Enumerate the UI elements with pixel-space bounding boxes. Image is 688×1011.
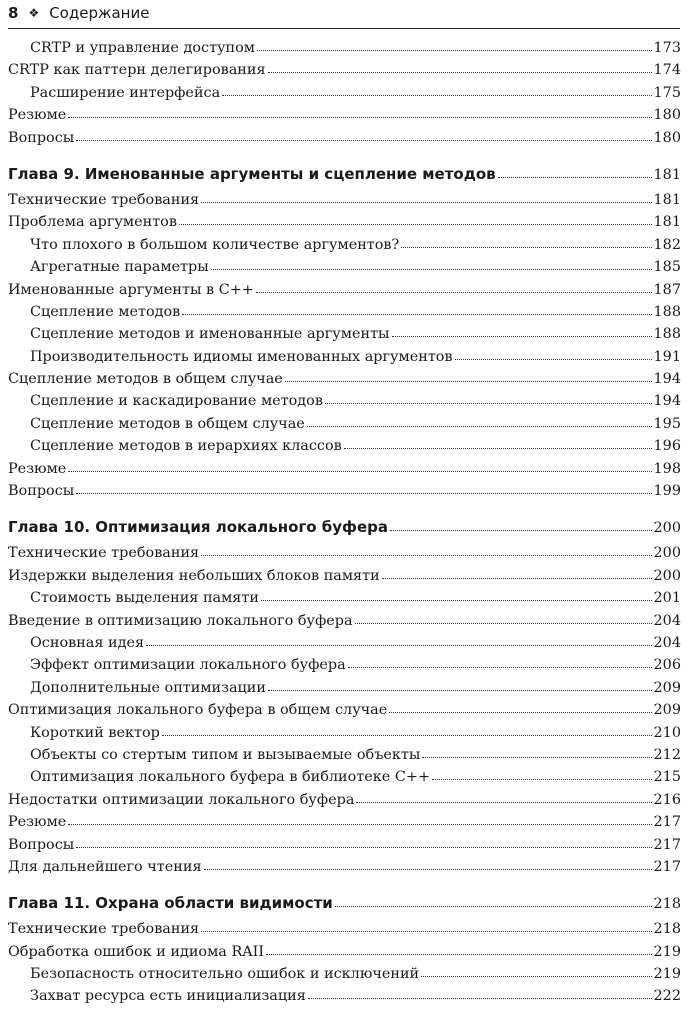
entry-page-number: 217	[653, 836, 681, 853]
entry-page-number: 182	[653, 236, 681, 253]
chapter-title: Глава 9. Именованные аргументы и сцепление методов	[8, 164, 496, 183]
toc-entry	[8, 259, 681, 281]
dot-leader	[201, 930, 651, 932]
entry-title: Именованные аргументы в C++	[8, 281, 254, 298]
entry-page-number: 175	[653, 84, 681, 101]
chapter-title: Глава 10. Оптимизация локального буфера	[8, 518, 388, 537]
entry-title: Технические требования	[8, 921, 200, 938]
entry-title: CRTP как паттерн делегирования	[8, 62, 266, 79]
entry-title: Недостатки оптимизации локального буфера	[8, 791, 355, 808]
dot-leader	[76, 492, 651, 494]
toc-entry	[8, 635, 681, 657]
toc-entry	[8, 282, 681, 304]
entry-title: Резюме	[8, 460, 67, 477]
entry-page-number: 217	[653, 858, 681, 875]
entry-page-number: 194	[653, 371, 681, 388]
toc-entry	[8, 461, 681, 483]
entry-title: Дополнительные оптимизации	[30, 679, 266, 696]
entry-title: Агрегатные параметры	[30, 259, 209, 276]
dot-leader	[256, 291, 652, 293]
dot-leader	[498, 176, 652, 178]
chapter-heading	[8, 894, 681, 918]
dot-leader	[355, 622, 652, 624]
entry-title: Резюме	[8, 814, 67, 831]
entry-page-number: 210	[653, 724, 681, 741]
dot-leader	[401, 246, 651, 248]
diamond-ornament-icon: ❖	[28, 6, 40, 20]
dot-leader	[146, 644, 651, 646]
entry-title: Проблема аргументов	[8, 214, 177, 231]
toc-entry	[8, 769, 681, 791]
entry-page-number: 219	[653, 966, 681, 983]
entry-title: Захват ресурса есть инициализация	[30, 988, 306, 1005]
dot-leader	[179, 223, 652, 225]
toc-entry	[8, 837, 681, 859]
entry-page-number: 194	[653, 393, 681, 410]
entry-page-number: 209	[653, 679, 681, 696]
entry-page-number: 180	[653, 129, 681, 146]
entry-page-number: 222	[653, 988, 681, 1005]
toc-entry	[8, 40, 681, 62]
entry-title: Резюме	[8, 107, 67, 124]
entry-page-number: 200	[653, 520, 681, 537]
entry-page-number: 181	[653, 166, 681, 183]
entry-title: Технические требования	[8, 545, 200, 562]
toc-entry	[8, 814, 681, 836]
dot-leader	[421, 975, 651, 977]
toc-entry	[8, 966, 681, 988]
entry-page-number: 217	[653, 814, 681, 831]
dot-leader	[285, 380, 652, 382]
running-title: Содержание	[49, 4, 150, 22]
entry-page-number: 187	[653, 281, 681, 298]
dot-leader	[204, 868, 652, 870]
toc-entry	[8, 326, 681, 348]
entry-page-number: 191	[653, 348, 681, 365]
toc-entry	[8, 349, 681, 371]
toc-entry	[8, 192, 681, 214]
dot-leader	[325, 402, 652, 404]
toc-entry	[8, 921, 681, 943]
dot-leader	[382, 577, 652, 579]
entry-title: Сцепление и каскадирование методов	[30, 393, 323, 410]
entry-title: Сцепление методов в общем случае	[30, 415, 305, 432]
dot-leader	[162, 734, 652, 736]
dot-leader	[182, 313, 651, 315]
dot-leader	[307, 425, 652, 427]
toc-entry	[8, 545, 681, 567]
toc-entry	[8, 393, 681, 415]
chapter-title: Глава 11. Охрана области видимости	[8, 894, 333, 913]
entry-title: Безопасность относительно ошибок и исключений	[30, 966, 420, 983]
chapter-heading	[8, 518, 681, 542]
entry-page-number: 180	[653, 107, 681, 124]
entry-page-number: 218	[653, 896, 681, 913]
toc-entry	[8, 944, 681, 966]
chapter-heading	[8, 165, 681, 189]
entry-page-number: 215	[653, 769, 681, 786]
entry-page-number: 200	[653, 567, 681, 584]
dot-leader	[68, 823, 651, 825]
toc-entry	[8, 62, 681, 84]
dot-leader	[348, 666, 652, 668]
entry-page-number: 201	[653, 590, 681, 607]
toc-entry	[8, 725, 681, 747]
toc-entry	[8, 237, 681, 259]
header-rule	[8, 28, 680, 29]
entry-title: Стоимость выделения памяти	[30, 590, 259, 607]
toc-entry	[8, 657, 681, 679]
dot-leader	[390, 529, 652, 531]
entry-page-number: 206	[653, 657, 681, 674]
dot-leader	[211, 268, 652, 270]
entry-page-number: 195	[653, 415, 681, 432]
entry-title: Для дальнейшего чтения	[8, 858, 202, 875]
toc-entry	[8, 590, 681, 612]
dot-leader	[222, 94, 651, 96]
dot-leader	[422, 756, 651, 758]
entry-page-number: 204	[653, 612, 681, 629]
running-header	[8, 0, 680, 26]
entry-page-number: 219	[653, 943, 681, 960]
toc-entry	[8, 85, 681, 107]
entry-title: Расширение интерфейса	[30, 84, 221, 101]
toc-entry	[8, 747, 681, 769]
toc-entry	[8, 680, 681, 702]
dot-leader	[455, 358, 652, 360]
dot-leader	[266, 953, 651, 955]
dot-leader	[335, 905, 652, 907]
toc-entry	[8, 613, 681, 635]
page-number: 8	[8, 4, 19, 22]
dot-leader	[76, 846, 651, 848]
entry-page-number: 198	[653, 460, 681, 477]
toc-entry	[8, 107, 681, 129]
entry-title: Эффект оптимизации локального буфера	[30, 657, 346, 674]
entry-page-number: 204	[653, 634, 681, 651]
entry-page-number: 181	[653, 214, 681, 231]
toc-entry	[8, 483, 681, 505]
dot-leader	[392, 335, 652, 337]
toc-entry	[8, 214, 681, 236]
toc-entry	[8, 792, 681, 814]
entry-title: Сцепление методов в общем случае	[8, 371, 283, 388]
table-of-contents	[8, 40, 681, 1011]
entry-page-number: 209	[653, 702, 681, 719]
entry-title: Вопросы	[8, 129, 75, 146]
toc-entry	[8, 304, 681, 326]
entry-page-number: 199	[653, 483, 681, 500]
dot-leader	[268, 689, 652, 691]
dot-leader	[261, 599, 652, 601]
dot-leader	[76, 139, 651, 141]
entry-title: Основная идея	[30, 634, 145, 651]
toc-entry	[8, 130, 681, 152]
entry-page-number: 174	[653, 62, 681, 79]
entry-title: Вопросы	[8, 836, 75, 853]
toc-entry	[8, 859, 681, 881]
entry-title: Объекты со стертым типом и вызываемые объекты	[30, 746, 421, 763]
dot-leader	[356, 801, 651, 803]
entry-title: Сцепление методов	[30, 303, 181, 320]
entry-title: Сцепление методов и именованные аргументы	[30, 326, 390, 343]
entry-title: Технические требования	[8, 191, 200, 208]
dot-leader	[68, 470, 651, 472]
entry-title: Оптимизация локального буфера в общем случае	[8, 702, 388, 719]
entry-title: CRTP и управление доступом	[30, 40, 255, 56]
dot-leader	[308, 997, 652, 999]
entry-title: Оптимизация локального буфера в библиотеке C++	[30, 769, 431, 786]
entry-page-number: 200	[653, 545, 681, 562]
entry-page-number: 212	[653, 746, 681, 763]
entry-page-number: 196	[653, 438, 681, 455]
dot-leader	[201, 201, 651, 203]
toc-entry	[8, 568, 681, 590]
entry-title: Вопросы	[8, 483, 75, 500]
dot-leader	[268, 71, 652, 73]
entry-page-number: 188	[653, 303, 681, 320]
entry-page-number: 185	[653, 259, 681, 276]
toc-entry	[8, 416, 681, 438]
entry-page-number: 188	[653, 326, 681, 343]
dot-leader	[389, 711, 651, 713]
entry-page-number: 181	[653, 191, 681, 208]
entry-title: Короткий вектор	[30, 724, 160, 741]
entry-title: Сцепление методов в иерархиях классов	[30, 438, 342, 455]
entry-page-number: 173	[653, 40, 681, 56]
toc-entry	[8, 371, 681, 393]
entry-page-number: 218	[653, 921, 681, 938]
entry-title: Введение в оптимизацию локального буфера	[8, 612, 353, 629]
dot-leader	[344, 447, 652, 449]
entry-title: Производительность идиомы именованных аргументов	[30, 348, 453, 365]
dot-leader	[201, 554, 651, 556]
dot-leader	[432, 778, 652, 780]
toc-entry	[8, 702, 681, 724]
entry-title: Что плохого в большом количестве аргументов?	[30, 236, 400, 253]
entry-title: Издержки выделения небольших блоков памяти	[8, 567, 380, 584]
entry-page-number: 216	[653, 791, 681, 808]
entry-title: Обработка ошибок и идиома RAII	[8, 943, 265, 960]
dot-leader	[257, 49, 652, 51]
dot-leader	[68, 116, 651, 118]
toc-entry	[8, 438, 681, 460]
